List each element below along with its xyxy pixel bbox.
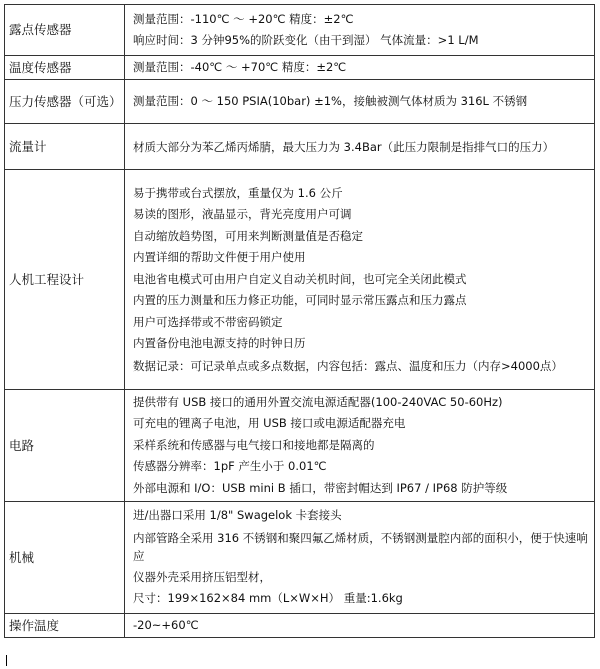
content-line: 测量范围：-110℃ ～ +20℃ 精度：±2℃ <box>133 11 354 26</box>
table-row <box>5 170 595 390</box>
content-line: 内置备份电池电源支持的时钟日历 <box>133 336 306 350</box>
row-content <box>125 614 595 638</box>
content-line: 内部管路全采用 316 不锈钢和聚四氟乙烯材质，不锈钢测量腔内部的面积小，便于快速响应 <box>133 530 588 563</box>
row-label: 电路 <box>5 390 125 502</box>
table-row <box>5 56 595 80</box>
table-row <box>5 390 595 502</box>
table-row <box>5 614 595 638</box>
content-line: 自动缩放趋势图，可用来判断测量值是否稳定 <box>133 228 363 243</box>
content-line: 用户可选择带或不带密码锁定 <box>133 314 283 329</box>
spec-table <box>4 4 595 638</box>
table-row <box>5 502 595 614</box>
row-label: 机械 <box>5 502 125 614</box>
content-line: 易读的图形，液晶显示，背光亮度用户可调 <box>133 207 352 221</box>
content-line: 内置的压力测量和压力修正功能，可同时显示常压露点和压力露点 <box>133 293 467 307</box>
row-content <box>125 502 595 614</box>
content-line: 测量范围：-40℃ ～ +70℃ 精度：±2℃ <box>133 59 347 74</box>
content-line: 仪器外壳采用挤压铝型材， <box>133 569 271 584</box>
text-cursor <box>6 655 7 666</box>
content-line: 数据记录：可记录单点或多点数据，内容包括：露点、温度和压力（内存>4000点） <box>133 358 563 373</box>
row-content <box>125 124 595 170</box>
table-row <box>5 5 595 56</box>
content-line: 外部电源和 I/O：USB mini B 插口，带密封帽达到 IP67 / IP68 防护等级 <box>133 480 508 495</box>
content-line: 电池省电模式可由用户自定义自动关机时间，也可完全关闭此模式 <box>133 271 467 286</box>
content-line: 易于携带或台式摆放，重量仅为 1.6 公斤 <box>133 185 343 200</box>
content-line: 进/出器口采用 1/8" Swagelok 卡套接头 <box>133 508 342 523</box>
content-line: 材质大部分为苯乙烯丙烯腈，最大压力为 3.4Bar（此压力限制是指排气口的压力） <box>133 139 555 154</box>
row-content <box>125 5 595 56</box>
row-label: 温度传感器 <box>5 56 125 80</box>
row-label: 人机工程设计 <box>5 170 125 390</box>
row-label: 压力传感器（可选） <box>5 80 125 124</box>
row-label: 流量计 <box>5 124 125 170</box>
content-line: 可充电的锂离子电池，用 USB 接口或电源适配器充电 <box>133 416 406 431</box>
content-line: 响应时间：3 分钟95%的阶跃变化（由干到湿） 气体流量：>1 L/M <box>133 33 479 47</box>
row-content <box>125 80 595 124</box>
row-label: 操作温度 <box>5 614 125 638</box>
content-line: -20~+60℃ <box>133 617 199 632</box>
content-line: 内置详细的帮助文件便于用户使用 <box>133 250 306 264</box>
row-label: 露点传感器 <box>5 5 125 56</box>
content-line: 采样系统和传感器与电气接口和接地都是隔离的 <box>133 437 375 452</box>
row-content <box>125 390 595 502</box>
content-line: 尺寸：199×162×84 mm（L×W×H） 重量:1.6kg <box>133 591 403 606</box>
content-line: 提供带有 USB 接口的通用外置交流电源适配器(100-240VAC 50-60Hz) <box>133 394 503 409</box>
row-content <box>125 170 595 390</box>
table-row <box>5 124 595 170</box>
content-line: 测量范围：0 ～ 150 PSIA(10bar) ±1%，接触被测气体材质为 316L 不锈钢 <box>133 93 528 108</box>
table-row <box>5 80 595 124</box>
row-content <box>125 56 595 80</box>
content-line: 传感器分辨率：1pF 产生小于 0.01℃ <box>133 459 327 474</box>
